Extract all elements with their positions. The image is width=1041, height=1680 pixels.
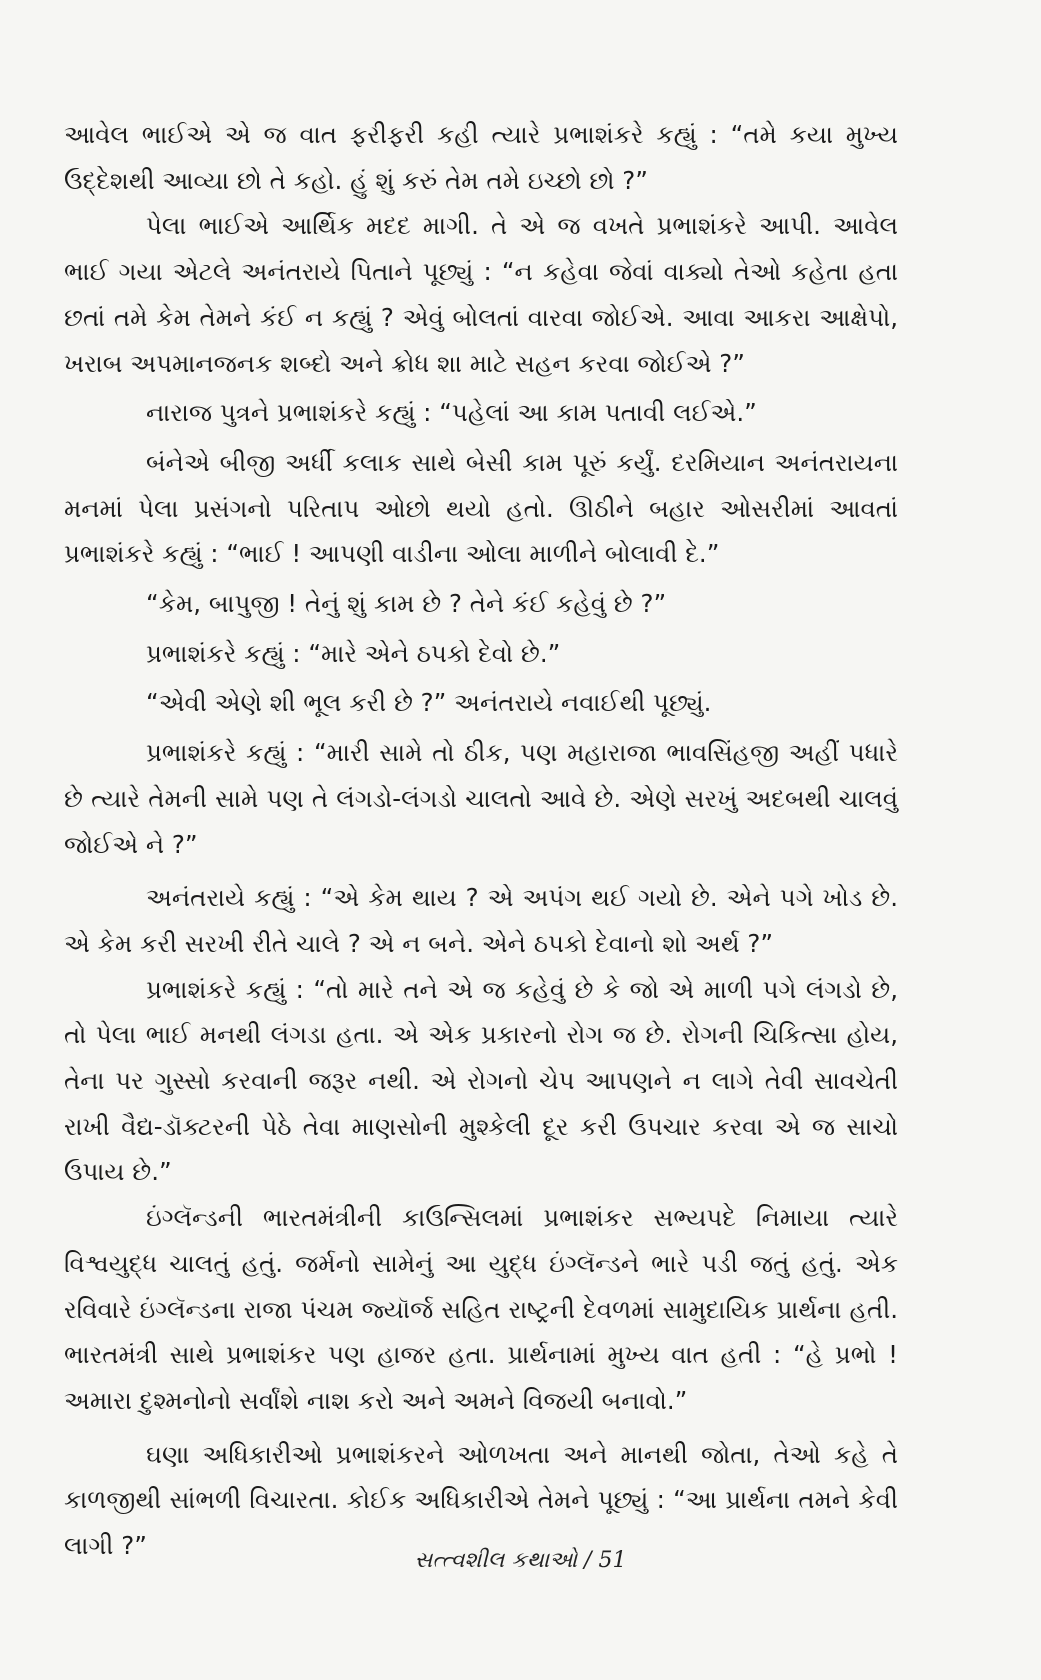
footer-separator: / xyxy=(577,1548,599,1573)
book-title: સત્ત્વશીલ કથાઓ xyxy=(414,1548,578,1573)
paragraph: અનંતરાયે કહ્યું : “એ કેમ થાય ? એ અપંગ થઈ ગયો છે. એને પગે ખોડ છે. એ કેમ કરી સરખી રીતે ચાલે ? એ ન બને. એને ઠપકો દેવાનો શો અર્થ ?” xyxy=(64,883,898,958)
paragraph: ઘણા અધિકારીઓ પ્રભાશંકરને ઓળખતા અને માનથી જોતા, તેઓ કહે તે કાળજીથી સાંભળી વિચારતા. કોઈક અધિકારીએ તેમને પૂછ્યું : “આ પ્રાર્થના તમને કેવી લાગી ?” xyxy=(64,1439,898,1561)
paragraph: “એવી એણે શી ભૂલ કરી છે ?” અનંતરાયે નવાઈથી પૂછ્યું. xyxy=(146,688,712,718)
page-footer xyxy=(0,1548,1041,1573)
paragraph: પ્રભાશંકરે કહ્યું : “મારી સામે તો ઠીક, પણ મહારાજા ભાવસિંહજી અહીં પધારે છે ત્યારે તેમની સામે પણ તે લંગડો-લંગડો ચાલતો આવે છે. એણે સરખું અદબથી ચાલવું જોઈએ ને ?” xyxy=(64,738,898,859)
paragraph: પ્રભાશંકરે કહ્યું : “તો મારે તને એ જ કહેવું છે કે જો એ માળી પગે લંગડો છે, તો પેલા ભાઈ મનથી લંગડા હતા. એ એક પ્રકારનો રોગ જ છે. રોગની ચિકિત્સા હોય, તેના પર ગુસ્સો કરવાની જરૂર નથી. એ રોગનો ચેપ આપણને ન લાગે તેવી સાવચેતી રાખી વૈદ્ય-ડૉક્ટરની પેઠે તેવા માણસોની મુશ્કેલી દૂર કરી ઉપચાર કરવા એ જ સાચો ઉપાય છે.” xyxy=(64,974,898,1187)
body-text xyxy=(64,112,898,1569)
paragraph: ઇંગ્લૅન્ડની ભારતમંત્રીની કાઉન્સિલમાં પ્રભાશંકર સભ્યપદે નિમાયા ત્યારે વિશ્વયુદ્ધ ચાલતું હતું. જર્મનો સામેનું આ યુદ્ધ ઇંગ્લૅન્ડને ભારે પડી જતું હતું. એક રવિવારે ઇંગ્લૅન્ડના રાજા પંચમ જ્યૉર્જ સહિત રાષ્ટ્રની દેવળમાં સામુદાયિક પ્રાર્થના હતી. ભારતમંત્રી સાથે પ્રભાશંકર પણ હાજર હતા. પ્રાર્થનામાં મુખ્ય વાત હતી : “હે પ્રભો ! અમારા દુશ્મનોનો સર્વાંશે નાશ કરો અને અમને વિજયી બનાવો.” xyxy=(64,1203,898,1415)
paragraph: પેલા ભાઈએ આર્થિક મદદ માગી. તે એ જ વખતે પ્રભાશંકરે આપી. આવેલ ભાઈ ગયા એટલે અનંતરાયે પિતાને પૂછ્યું : “ન કહેવા જેવાં વાક્યો તેઓ કહેતા હતા છતાં તમે કેમ તેમને કંઈ ન કહ્યું ? એવું બોલતાં વારવા જોઈએ. આવા આકરા આક્ષેપો, ખરાબ અપમાનજનક શબ્દો અને ક્રોધ શા માટે સહન કરવા જોઈએ ?” xyxy=(64,211,898,378)
paragraph: “કેમ, બાપુજી ! તેનું શું કામ છે ? તેને કંઈ કહેવું છે ?” xyxy=(146,589,667,619)
paragraph: પ્રભાશંકરે કહ્યું : “મારે એને ઠપકો દેવો છે.” xyxy=(146,638,561,668)
page-number: 51 xyxy=(598,1548,627,1573)
paragraph: બંનેએ બીજી અર્ધી કલાક સાથે બેસી કામ પૂરું કર્યું. દરમિયાન અનંતરાયના મનમાં પેલા પ્રસંગનો પરિતાપ ઓછો થયો હતો. ઊઠીને બહાર ઓસરીમાં આવતાં પ્રભાશંકરે કહ્યું : “ભાઈ ! આપણી વાડીના ઓલા માળીને બોલાવી દે.” xyxy=(64,447,898,569)
paragraph: આવેલ ભાઈએ એ જ વાત ફરીફરી કહી ત્યારે પ્રભાશંકરે કહ્યું : “તમે કયા મુખ્ય ઉદ્દેશથી આવ્યા છો તે કહો. હું શું કરું તેમ તમે ઇચ્છો છો ?” xyxy=(64,120,898,195)
paragraph: નારાજ પુત્રને પ્રભાશંકરે કહ્યું : “પહેલાં આ કામ પતાવી લઈએ.” xyxy=(146,398,757,428)
